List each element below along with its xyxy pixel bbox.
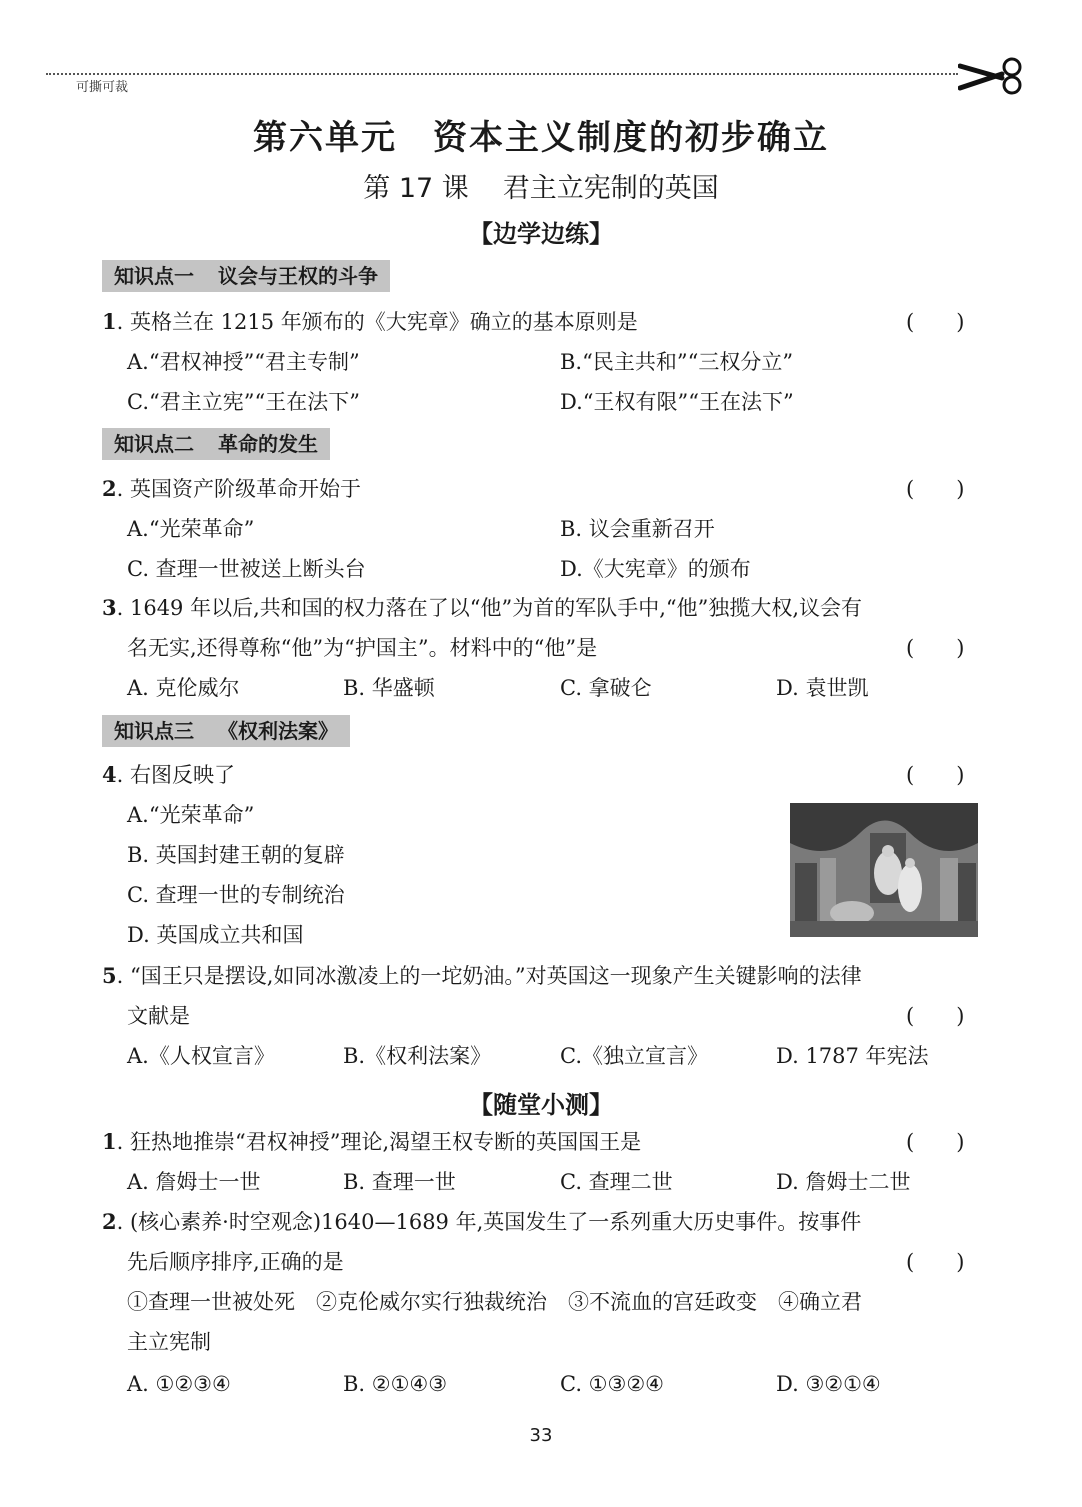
lesson-title	[0, 166, 1082, 205]
painting-illustration	[790, 803, 978, 937]
event-list-line-2: 主立宪制	[127, 1330, 211, 1354]
option-a: A.“君权神授”“君主专制”	[127, 350, 360, 374]
question-text: . “国王只是摆设,如同冰激凌上的一坨奶油。”对英国这一现象产生关键影响的法律	[116, 964, 862, 988]
option-c: C. 拿破仑	[560, 676, 652, 700]
cut-note: 可撕可裁	[76, 80, 129, 95]
option-c: C. ①③②④	[560, 1372, 664, 1396]
lesson-number: 第 17 课	[363, 173, 469, 204]
question-5	[102, 962, 862, 990]
question-text: . 右图反映了	[116, 763, 235, 787]
option-b: B. ②①④③	[343, 1372, 448, 1396]
question-text: . 1649 年以后,共和国的权力落在了以“他”为首的军队手中,“他”独揽大权,议会有	[116, 596, 863, 620]
option-a: A.“光荣革命”	[127, 803, 255, 827]
option-d: D.《大宪章》的颁布	[560, 557, 751, 581]
question-number: 4	[102, 762, 117, 787]
option-a: A. ①②③④	[127, 1372, 231, 1396]
option-a: A. 克伦威尔	[127, 676, 240, 700]
option-d: D. 袁世凯	[776, 676, 869, 700]
quiz-question-2-line-2: 先后顺序排序,正确的是	[127, 1250, 344, 1274]
page-number: 33	[529, 1425, 553, 1446]
section-title-practice: 【边学边练】	[469, 220, 613, 248]
question-3-line-2: 名无实,还得尊称“他”为“护国主”。材料中的“他”是	[127, 636, 598, 660]
answer-blank[interactable]: ( )	[906, 1004, 965, 1028]
question-4	[102, 761, 235, 789]
question-number: 2	[102, 476, 117, 501]
knowledge-point-1	[102, 260, 390, 292]
answer-blank[interactable]: ( )	[906, 310, 965, 334]
question-text: . (核心素养·时空观念)1640—1689 年,英国发生了一系列重大历史事件。按事件	[116, 1210, 862, 1234]
kp1-title: 议会与王权的斗争	[218, 264, 378, 288]
option-b: B. 查理一世	[343, 1170, 456, 1194]
option-c: C.《独立宣言》	[560, 1044, 708, 1068]
option-d: D. ③②①④	[776, 1372, 881, 1396]
option-a: A.“光荣革命”	[127, 517, 255, 541]
knowledge-point-3	[102, 715, 350, 747]
question-text: . 狂热地推崇“君权神授”理论,渴望王权专断的英国国王是	[116, 1130, 642, 1154]
option-d: D. 詹姆士二世	[776, 1170, 911, 1194]
option-a: A.《人权宣言》	[127, 1044, 275, 1068]
knowledge-point-2	[102, 428, 330, 460]
quiz-question-2	[102, 1208, 861, 1236]
historical-painting-image	[790, 803, 978, 937]
scissors-icon	[958, 56, 1028, 96]
option-b: B. 华盛顿	[343, 676, 435, 700]
answer-blank[interactable]: ( )	[906, 1130, 965, 1154]
section-title-quiz: 【随堂小测】	[469, 1091, 613, 1119]
answer-blank[interactable]: ( )	[906, 1250, 965, 1274]
question-text: . 英格兰在 1215 年颁布的《大宪章》确立的基本原则是	[116, 310, 638, 334]
option-d: D. 1787 年宪法	[776, 1044, 929, 1068]
cut-line	[46, 73, 958, 75]
question-5-line-2: 文献是	[127, 1004, 190, 1028]
lesson-name: 君主立宪制的英国	[502, 173, 719, 204]
option-b: B.“民主共和”“三权分立”	[560, 350, 794, 374]
quiz-question-1	[102, 1128, 641, 1156]
answer-blank[interactable]: ( )	[906, 763, 965, 787]
option-b: B.《权利法案》	[343, 1044, 492, 1068]
question-number: 5	[102, 963, 117, 988]
question-1	[102, 308, 638, 336]
answer-blank[interactable]: ( )	[906, 636, 965, 660]
question-2	[102, 475, 361, 503]
option-c: C. 查理一世的专制统治	[127, 883, 345, 907]
kp3-label: 知识点三	[114, 719, 194, 743]
option-b: B. 英国封建王朝的复辟	[127, 843, 345, 867]
option-d: D. 英国成立共和国	[127, 923, 304, 947]
option-c: C. 查理二世	[560, 1170, 673, 1194]
question-number: 1	[102, 1129, 117, 1154]
event-list: ①查理一世被处死 ②克伦威尔实行独裁统治 ③不流血的宫廷政变 ④确立君	[127, 1290, 862, 1314]
option-a: A. 詹姆士一世	[127, 1170, 261, 1194]
kp1-label: 知识点一	[114, 264, 194, 288]
kp3-title: 《权利法案》	[218, 719, 338, 743]
unit-title: 第六单元 资本主义制度的初步确立	[253, 118, 829, 158]
option-d: D.“王权有限”“王在法下”	[560, 390, 794, 414]
kp2-title: 革命的发生	[218, 432, 318, 456]
option-b: B. 议会重新召开	[560, 517, 715, 541]
question-number: 1	[102, 309, 117, 334]
question-3	[102, 594, 862, 622]
question-number: 3	[102, 595, 117, 620]
option-c: C. 查理一世被送上断头台	[127, 557, 366, 581]
answer-blank[interactable]: ( )	[906, 477, 965, 501]
question-text: . 英国资产阶级革命开始于	[116, 477, 361, 501]
kp2-label: 知识点二	[114, 432, 194, 456]
question-number: 2	[102, 1209, 117, 1234]
option-c: C.“君主立宪”“王在法下”	[127, 390, 360, 414]
